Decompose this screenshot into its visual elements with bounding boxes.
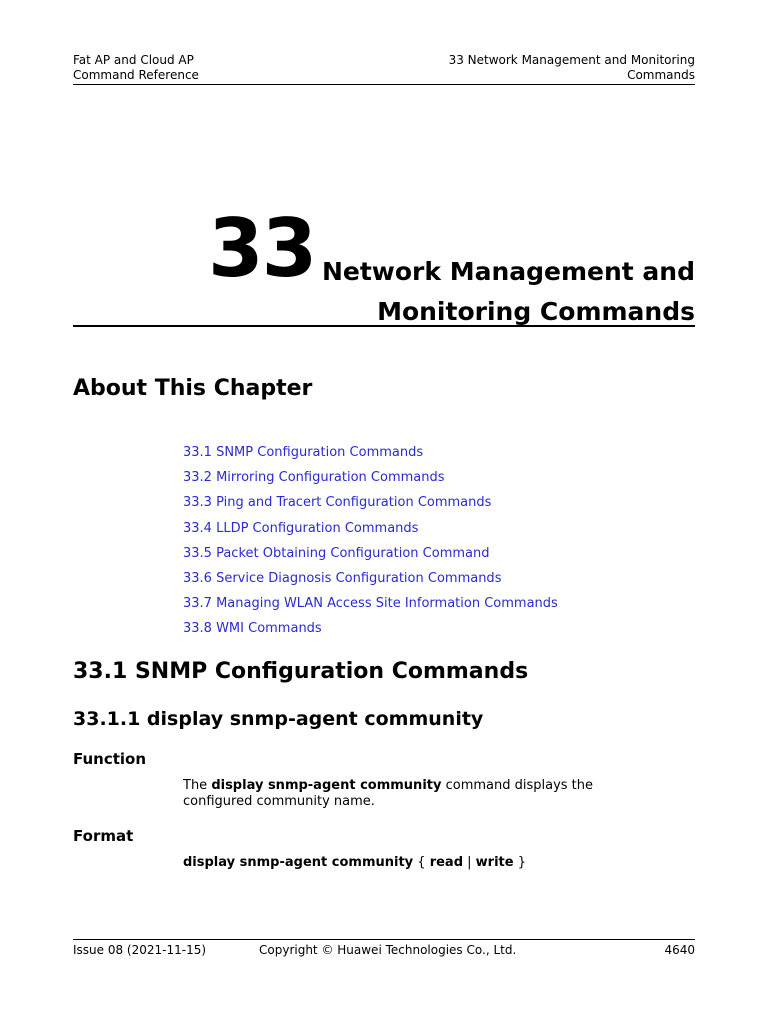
function-description — [183, 778, 653, 810]
section-heading: 33.1 SNMP Configuration Commands — [73, 659, 529, 684]
chapter-title — [275, 252, 695, 332]
about-chapter-heading: About This Chapter — [73, 376, 313, 401]
format-option-write: write — [475, 855, 514, 870]
header-chapter-line1: 33 Network Management and Monitoring — [448, 53, 695, 67]
toc-link-33-8[interactable]: 33.8 WMI Commands — [183, 621, 322, 637]
format-brace-open: { — [413, 855, 430, 870]
chapter-number: 33 — [208, 202, 316, 295]
chapter-title-line1: Network Management and — [321, 257, 695, 286]
chapter-toc — [183, 440, 558, 642]
format-option-read: read — [429, 855, 464, 870]
function-command-name: display snmp-agent community — [211, 778, 442, 793]
toc-item — [183, 465, 558, 490]
chapter-divider — [73, 325, 695, 327]
format-separator: | — [463, 855, 476, 870]
toc-link-33-3[interactable]: 33.3 Ping and Tracert Configuration Commands — [183, 495, 492, 511]
header-divider — [73, 84, 695, 85]
footer-copyright: Copyright © Huawei Technologies Co., Ltd. — [259, 943, 517, 957]
format-syntax — [183, 855, 653, 871]
toc-link-33-1[interactable]: 33.1 SNMP Configuration Commands — [183, 445, 424, 460]
chapter-title-line2: Monitoring Commands — [377, 297, 695, 326]
toc-item — [183, 541, 558, 566]
footer-issue: Issue 08 (2021-11-15) — [73, 943, 207, 957]
header-product: Fat AP and Cloud AP — [73, 53, 194, 67]
header-chapter-line2: Commands — [627, 68, 695, 82]
toc-link-33-5[interactable]: 33.5 Packet Obtaining Configuration Command — [183, 545, 490, 561]
toc-item — [183, 440, 558, 465]
format-brace-close: } — [513, 855, 526, 870]
function-heading: Function — [73, 750, 147, 768]
format-command: display snmp-agent community — [183, 855, 414, 870]
toc-item — [183, 566, 558, 591]
toc-item — [183, 490, 558, 515]
format-heading: Format — [73, 827, 134, 845]
toc-link-33-7[interactable]: 33.7 Managing WLAN Access Site Information Commands — [183, 596, 558, 612]
toc-item — [183, 591, 558, 616]
header-left — [73, 53, 199, 83]
toc-link-33-2[interactable]: 33.2 Mirroring Configuration Commands — [183, 470, 445, 486]
toc-item — [183, 616, 558, 641]
toc-item — [183, 516, 558, 541]
toc-link-33-6[interactable]: 33.6 Service Diagnosis Configuration Commands — [183, 570, 502, 586]
header-doc-type: Command Reference — [73, 68, 199, 82]
toc-link-33-4[interactable]: 33.4 LLDP Configuration Commands — [183, 520, 419, 536]
function-text-pre: The — [183, 778, 212, 793]
subsection-heading: 33.1.1 display snmp-agent community — [73, 708, 484, 730]
function-text-post: command displays the configured community name. — [183, 778, 594, 809]
footer-page-number: 4640 — [664, 943, 695, 957]
footer-divider — [73, 939, 695, 940]
header-right — [449, 53, 695, 83]
